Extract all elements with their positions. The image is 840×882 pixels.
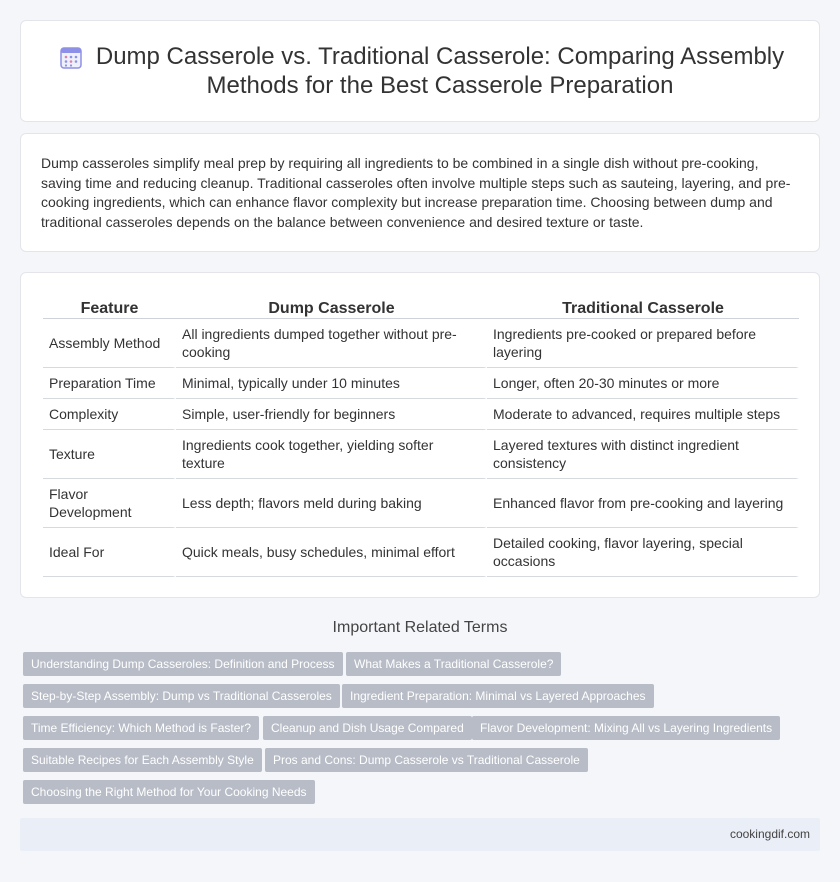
feature-cell: Flavor Development (43, 479, 176, 528)
page-title: Dump Casserole vs. Traditional Casserole: Comparing Assembly Methods for the Best Casserole Preparation (95, 43, 785, 99)
traditional-cell: Longer, often 20-30 minutes or more (487, 368, 799, 399)
header-dump-casserole: Dump Casserole (176, 295, 487, 319)
title-card (20, 20, 820, 122)
table-row (43, 399, 799, 430)
traditional-cell: Enhanced flavor from pre-cooking and layering (487, 479, 799, 528)
related-tag-flavor[interactable]: Flavor Development: Mixing All vs Layering Ingredients (472, 716, 780, 740)
related-tag-traditional[interactable]: What Makes a Traditional Casserole? (346, 652, 561, 676)
related-tag-choosing[interactable]: Choosing the Right Method for Your Cooking Needs (23, 780, 315, 804)
header-traditional-casserole: Traditional Casserole (487, 295, 799, 319)
dump-cell: Minimal, typically under 10 minutes (176, 368, 487, 399)
dump-cell: Less depth; flavors meld during baking (176, 479, 487, 528)
table-row (43, 368, 799, 399)
traditional-cell: Detailed cooking, flavor layering, special occasions (487, 528, 799, 577)
comparison-table (43, 295, 799, 577)
dump-cell: Simple, user-friendly for beginners (176, 399, 487, 430)
header-feature: Feature (43, 295, 176, 319)
dump-cell: All ingredients dumped together without pre-cooking (176, 319, 487, 368)
related-tag-cleanup[interactable]: Cleanup and Dish Usage Compared (263, 716, 472, 740)
comparison-card (20, 272, 820, 598)
footer (20, 818, 820, 851)
related-tag-ingredient-prep[interactable]: Ingredient Preparation: Minimal vs Layered Approaches (342, 684, 654, 708)
dump-cell: Ingredients cook together, yielding softer texture (176, 430, 487, 479)
related-tag-time-efficiency[interactable]: Time Efficiency: Which Method is Faster? (23, 716, 259, 740)
intro-paragraph: Dump casseroles simplify meal prep by requiring all ingredients to be combined in a single dish without pre-cooking, saving time and reducing cleanup. Traditional casseroles often involve multiple steps such as sauteing, layering, and pre-cooking ingredients, which can enhance flavor complexity but increase preparation time. Choosing between dump and traditional casseroles depends on the balance between convenience and desired texture or taste. (41, 155, 791, 230)
related-tag-understanding[interactable]: Understanding Dump Casseroles: Definition and Process (23, 652, 343, 676)
table-row (43, 319, 799, 368)
dump-cell: Quick meals, busy schedules, minimal effort (176, 528, 487, 577)
related-tag-step-by-step[interactable]: Step-by-Step Assembly: Dump vs Traditional Casseroles (23, 684, 340, 708)
feature-cell: Assembly Method (43, 319, 176, 368)
traditional-cell: Moderate to advanced, requires multiple steps (487, 399, 799, 430)
feature-cell: Complexity (43, 399, 176, 430)
related-terms-heading: Important Related Terms (332, 619, 508, 636)
feature-cell: Texture (43, 430, 176, 479)
feature-cell: Ideal For (43, 528, 176, 577)
feature-cell: Preparation Time (43, 368, 176, 399)
table-header-row (43, 295, 799, 319)
table-row (43, 479, 799, 528)
table-row (43, 528, 799, 577)
traditional-cell: Layered textures with distinct ingredient consistency (487, 430, 799, 479)
related-tag-recipes[interactable]: Suitable Recipes for Each Assembly Style (23, 748, 262, 772)
table-row (43, 430, 799, 479)
traditional-cell: Ingredients pre-cooked or prepared before layering (487, 319, 799, 368)
related-tag-pros-cons[interactable]: Pros and Cons: Dump Casserole vs Traditional Casserole (265, 748, 588, 772)
intro-card (20, 133, 820, 252)
footer-site-link[interactable]: cookingdif.com (729, 827, 810, 841)
